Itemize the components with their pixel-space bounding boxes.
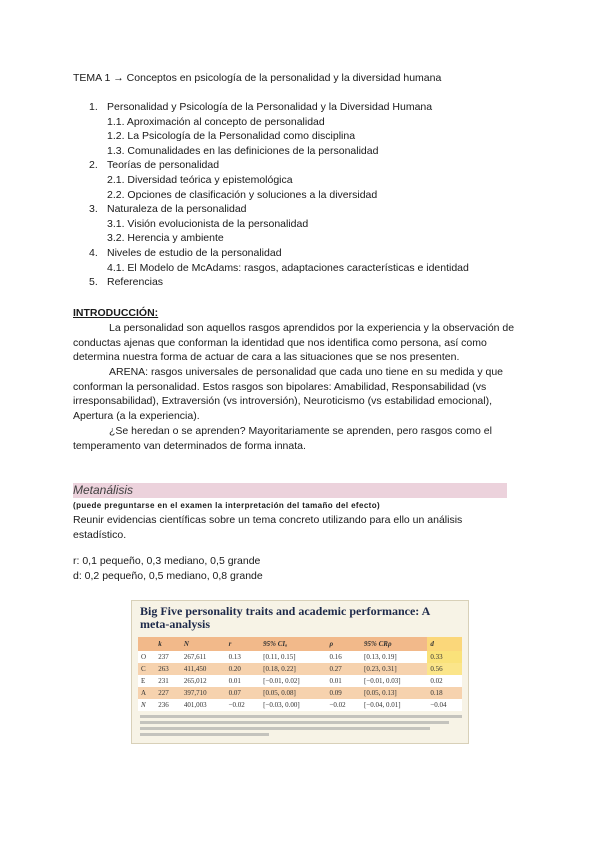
- table-row: [138, 675, 462, 687]
- toc-item: [73, 202, 533, 217]
- toc-subitem: 3.1. Visión evolucionista de la personalidad: [107, 217, 309, 230]
- table-cell: 0.27: [326, 663, 361, 675]
- toc-item-label: Niveles de estudio de la personalidad: [107, 246, 282, 259]
- table-of-contents: [73, 100, 533, 290]
- table-cell: 411,450: [181, 663, 226, 675]
- table-cell: E: [138, 675, 155, 687]
- table-cell: 0.33: [427, 651, 462, 663]
- table-cell: 401,003: [181, 699, 226, 711]
- toc-item-number: 2.: [89, 159, 98, 172]
- table-header-cell: N: [181, 637, 226, 651]
- toc-item: [73, 158, 533, 173]
- table-row: [138, 651, 462, 663]
- table-cell: [0.11, 0.15]: [260, 651, 326, 663]
- metanalisis-heading: Metanálisis: [73, 483, 134, 497]
- table-cell: 0.09: [326, 687, 361, 699]
- toc-subitem: 2.2. Opciones de clasificación y soluciones a la diversidad: [107, 188, 378, 201]
- table-header-cell: ρ: [326, 637, 361, 651]
- metanalisis-description: Reunir evidencias científicas sobre un tema concreto utilizando para ello un análisis estadístico.: [73, 514, 463, 541]
- table-cell: C: [138, 663, 155, 675]
- table-cell: 397,710: [181, 687, 226, 699]
- table-cell: 0.20: [226, 663, 261, 675]
- table-row: [138, 699, 462, 711]
- table-cell: 0.01: [326, 675, 361, 687]
- table-cell: 0.56: [427, 663, 462, 675]
- table-cell: [0.23, 0.31]: [361, 663, 427, 675]
- toc-subitem: 3.2. Herencia y ambiente: [107, 232, 224, 245]
- toc-subitem: 1.1. Aproximación al concepto de personalidad: [107, 115, 325, 128]
- table-header-cell: [138, 637, 155, 651]
- table-cell: −0.02: [226, 699, 261, 711]
- table-cell: [−0.04, 0.01]: [361, 699, 427, 711]
- figure-title: Big Five personality traits and academic performance: A meta-analysis: [140, 604, 430, 631]
- toc-item-label: Personalidad y Psicología de la Personalidad y la Diversidad Humana: [107, 101, 433, 113]
- table-cell: −0.02: [326, 699, 361, 711]
- table-header-cell: 95% CRρ: [361, 637, 427, 651]
- table-cell: 267,611: [181, 651, 226, 663]
- table-header-cell: 95% CIₐ: [260, 637, 326, 651]
- table-cell: [0.18, 0.22]: [260, 663, 326, 675]
- document-title: TEMA 1 → Conceptos en psicología de la personalidad y la diversidad humana: [73, 72, 442, 84]
- intro-heading: INTRODUCCIÓN:: [73, 307, 159, 319]
- intro-paragraph-3: [73, 424, 521, 453]
- table-header-cell: r: [226, 637, 261, 651]
- table-cell: [0.05, 0.08]: [260, 687, 326, 699]
- table-cell: 0.18: [427, 687, 462, 699]
- toc-item-number: 5.: [89, 276, 98, 289]
- table-cell: A: [138, 687, 155, 699]
- table-cell: O: [138, 651, 155, 663]
- toc-subitem: 4.1. El Modelo de McAdams: rasgos, adaptaciones características e identidad: [107, 261, 469, 274]
- toc-item: [73, 100, 533, 115]
- table-row: [138, 687, 462, 699]
- table-cell: 263: [155, 663, 181, 675]
- table-header-cell: k: [155, 637, 181, 651]
- table-header-cell: d: [427, 637, 462, 651]
- metanalisis-note: (puede preguntarse en el examen la interpretación del tamaño del efecto): [73, 501, 381, 510]
- intro-paragraph-2: [73, 365, 521, 423]
- table-cell: 236: [155, 699, 181, 711]
- table-cell: 0.07: [226, 687, 261, 699]
- table-row: [138, 663, 462, 675]
- toc-subitem: 1.2. La Psicología de la Personalidad como disciplina: [107, 130, 356, 143]
- table-cell: 237: [155, 651, 181, 663]
- toc-subitem: 2.1. Diversidad teórica y epistemológica: [107, 173, 293, 186]
- intro-p2-text: ARENA: rasgos universales de personalidad que cada uno tiene en su medida y que conforman la personalidad. Estos rasgos son bipolares: Amabilidad, Responsabilidad (vs irresponsabilidad), Extraversión (vs introversión), Neuroticismo (vs estabilidad emocional), Apertura (a la experiencia).: [73, 366, 504, 422]
- table-cell: 0.01: [226, 675, 261, 687]
- table-cell: −0.04: [427, 699, 462, 711]
- table-cell: N: [138, 699, 155, 711]
- table-cell: 0.16: [326, 651, 361, 663]
- table-cell: [−0.01, 0.02]: [260, 675, 326, 687]
- figure-footnote-illegible: [140, 713, 462, 739]
- metanalisis-heading-bar: [73, 483, 507, 498]
- toc-item-label: Teorías de personalidad: [107, 159, 220, 172]
- toc-item-label: Referencias: [107, 276, 164, 289]
- meta-analysis-figure: [131, 600, 469, 744]
- meta-analysis-table: [138, 637, 462, 711]
- toc-item: [73, 275, 533, 290]
- table-cell: [0.05, 0.13]: [361, 687, 427, 699]
- toc-item-number: 1.: [89, 101, 98, 113]
- table-cell: 227: [155, 687, 181, 699]
- intro-p1-text: La personalidad son aquellos rasgos aprendidos por la experiencia y la observación de conductas ajenas que conforman la identidad que nos identifica como persona, así como determina nuestra forma de actuar de cara a las situaciones que se nos presenten.: [73, 322, 515, 364]
- table-cell: 231: [155, 675, 181, 687]
- table-cell: [−0.03, 0.00]: [260, 699, 326, 711]
- table-cell: 0.13: [226, 651, 261, 663]
- toc-item-number: 3.: [89, 203, 98, 216]
- table-header-row: [138, 637, 462, 651]
- intro-paragraph-1: [73, 321, 521, 365]
- toc-item-number: 4.: [89, 246, 98, 259]
- table-cell: 0.02: [427, 675, 462, 687]
- effect-size-d: d: 0,2 pequeño, 0,5 mediano, 0,8 grande: [73, 570, 263, 582]
- toc-item: [73, 246, 533, 261]
- effect-size-r: r: 0,1 pequeño, 0,3 mediano, 0,5 grande: [73, 555, 261, 567]
- table-cell: 265,012: [181, 675, 226, 687]
- intro-p3-text: ¿Se heredan o se aprenden? Mayoritariamente se aprenden, pero rasgos como el temperamento van determinados de forma innata.: [73, 425, 492, 452]
- table-cell: [0.13, 0.19]: [361, 651, 427, 663]
- table-cell: [−0.01, 0.03]: [361, 675, 427, 687]
- toc-item-label: Naturaleza de la personalidad: [107, 203, 247, 216]
- toc-subitem: 1.3. Comunalidades en las definiciones de la personalidad: [107, 144, 379, 157]
